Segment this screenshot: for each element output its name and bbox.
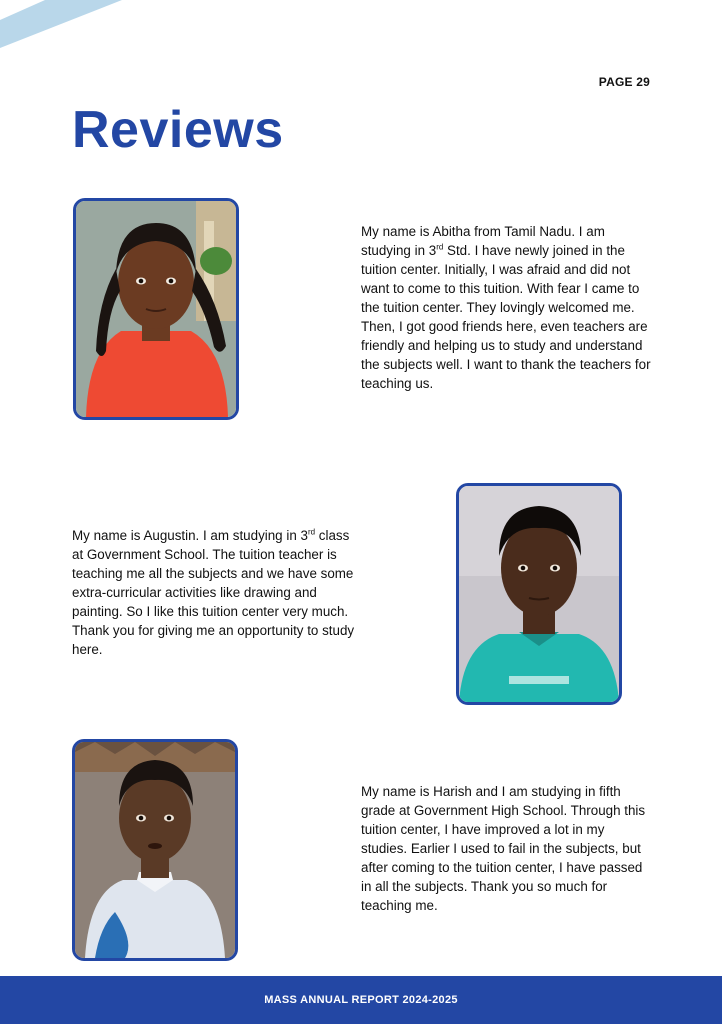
review-photo-harish	[72, 739, 238, 961]
review-text-augustin: My name is Augustin. I am studying in 3rd class at Government School. The tuition teacher is teaching me all the subjects and we have some extra-curricular activities like drawing and painting. So I like this tuition center very much. Thank you for giving me an opportunity to study here.	[72, 527, 355, 657]
footer-bar	[0, 976, 722, 1024]
page-number: PAGE 29	[598, 75, 650, 89]
review-photo-abitha	[73, 198, 239, 420]
footer-text: MASS ANNUAL REPORT 2024-2025	[264, 994, 458, 1006]
page-title: Reviews	[72, 101, 284, 159]
review-photo-augustin	[456, 483, 622, 705]
corner-decoration	[0, 0, 130, 50]
review-text-harish: My name is Harish and I am studying in fifth grade at Government High School. Through this tuition center, I have improved a lot in my studies. Earlier I used to fail in the subjects, but after coming to the tuition center, I have passed in all the subjects. Thank you so much for teaching me.	[361, 784, 646, 913]
review-text-abitha: My name is Abitha from Tamil Nadu. I am studying in 3rd Std. I have newly joined in the tuition center. Initially, I was afraid and did not want to come to this tuition. With fear I came to the tuition center. They lovingly welcomed me. Then, I got good friends here, even teachers are friendly and helping us to study and understand the subjects well. I want to thank the teachers for teaching us.	[361, 224, 651, 391]
